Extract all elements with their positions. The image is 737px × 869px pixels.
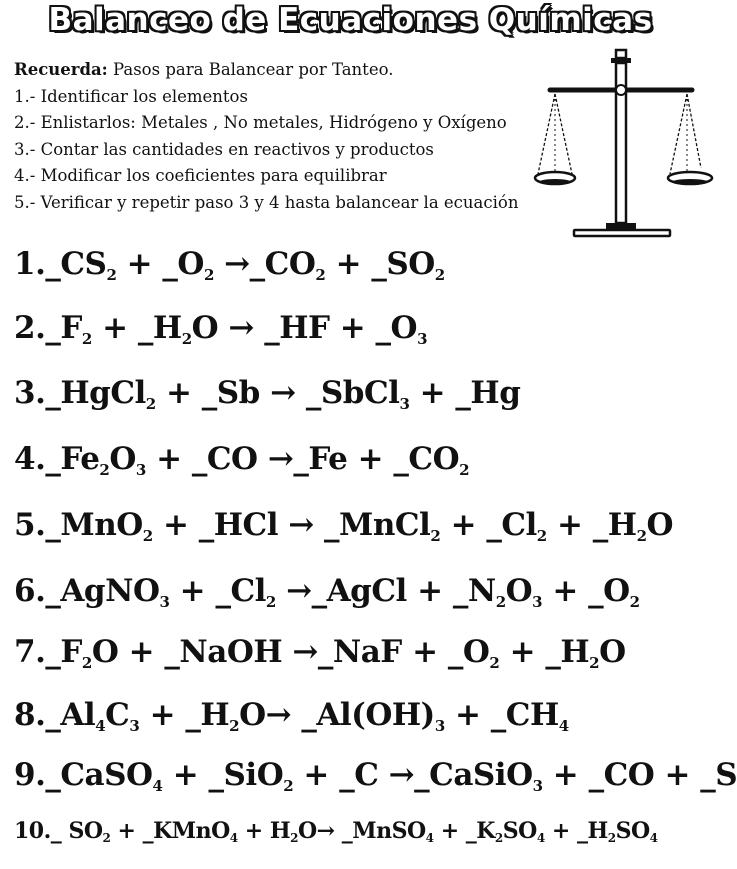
equation-subscript: 2 [81, 330, 92, 348]
equation-subscript: 3 [434, 717, 445, 735]
equation-term: _CS [45, 246, 107, 282]
equation-term: O→ _Al(OH) [239, 697, 435, 733]
equation-subscript: 2 [290, 831, 299, 845]
equation-subscript: 2 [636, 527, 647, 545]
equation-term: + _SO [325, 246, 435, 282]
equation-subscript: 2 [607, 831, 616, 845]
step-4: 4.- Modificar los coeficientes para equilibrar [14, 166, 387, 186]
equation-subscript: 2 [283, 777, 294, 795]
worksheet-title: Balanceo de Ecuaciones Químicas [48, 2, 653, 38]
equation-subscript: 2 [229, 717, 240, 735]
equation-subscript: 2 [494, 831, 503, 845]
equation-term: + _Cl [440, 507, 537, 543]
equation-subscript: 2 [315, 266, 326, 284]
equation-term: + _O [542, 573, 630, 609]
equation-term: + _H [139, 697, 230, 733]
equation-term: O [599, 634, 626, 670]
equation-subscript: 4 [425, 831, 434, 845]
equation-number: 9. [14, 757, 46, 793]
equation-number: 6. [14, 573, 46, 609]
equation-subscript: 2 [495, 593, 506, 611]
equation-subscript: 2 [99, 461, 110, 479]
equation-subscript: 2 [434, 266, 445, 284]
equation-term: + _H [499, 634, 590, 670]
equation-term: →_CO [213, 246, 316, 282]
equation-subscript: 4 [558, 717, 569, 735]
equation-subscript: 4 [152, 777, 163, 795]
equation-term: + _Cl [169, 573, 266, 609]
equation-term: O [505, 573, 533, 609]
equation-7 [14, 634, 626, 670]
equation-subscript: 2 [145, 395, 156, 413]
equation-subscript: 3 [532, 777, 543, 795]
equation-term: + _Hg [409, 375, 521, 411]
equation-term: + H [237, 818, 291, 844]
equation-term: + _K [433, 818, 495, 844]
equation-term: _CaSO [45, 757, 153, 793]
equation-term: O → _HF + _O [191, 310, 418, 346]
equation-term: _ SO [50, 818, 103, 844]
equation-number: 2. [14, 310, 46, 346]
equation-subscript: 2 [81, 654, 92, 672]
equation-subscript: 2 [265, 593, 276, 611]
equation-subscript: 4 [649, 831, 658, 845]
equation-subscript: 2 [589, 654, 600, 672]
step-2: 2.- Enlistarlos: Metales , No metales, Hidrógeno y Oxígeno [14, 113, 507, 133]
equation-9 [14, 757, 737, 793]
equation-term: _F [45, 310, 82, 346]
equation-term: + _O [116, 246, 204, 282]
equation-term: _MnO [45, 507, 143, 543]
equation-term: + _HCl → _MnCl [152, 507, 431, 543]
equation-term: + _C →_CaSiO [293, 757, 533, 793]
equation-subscript: 2 [629, 593, 640, 611]
equation-subscript: 3 [417, 330, 427, 348]
equation-6 [14, 573, 640, 609]
equation-term: C [105, 697, 130, 733]
equation-term: + _KMnO [110, 818, 230, 844]
steps-intro-text: Pasos para Balancear por Tanteo. [107, 60, 394, 79]
equation-term: _Al [45, 697, 96, 733]
equation-3 [14, 375, 520, 411]
equation-subscript: 2 [430, 527, 441, 545]
equation-term: _HgCl [45, 375, 146, 411]
equation-term: →_AgCl + _N [275, 573, 496, 609]
equation-subscript: 4 [536, 831, 545, 845]
equation-subscript: 2 [102, 831, 111, 845]
equation-term: + _CO →_Fe + _CO [145, 441, 460, 477]
step-1: 1.- Identificar los elementos [14, 86, 248, 106]
equation-term: _Fe [45, 441, 100, 477]
equation-term: + _H [91, 310, 182, 346]
equation-term: O [109, 441, 136, 477]
equation-number: 10. [14, 818, 51, 844]
equation-number: 8. [14, 697, 46, 733]
equation-term: SO [615, 818, 650, 844]
equation-subscript: 2 [203, 266, 214, 284]
equation-term: + _SiO [162, 757, 284, 793]
equation-term: _F [45, 634, 82, 670]
equation-term: _AgNO [45, 573, 160, 609]
equation-10 [14, 818, 658, 844]
equation-subscript: 2 [536, 527, 547, 545]
balance-scale-icon [530, 48, 701, 240]
equation-2 [14, 310, 427, 346]
equation-5 [14, 507, 673, 543]
equation-term: + _CO + _S [542, 757, 737, 793]
equation-term: + _H [546, 507, 637, 543]
equation-number: 1. [14, 246, 46, 282]
equation-term: + _Sb → _SbCl [155, 375, 400, 411]
equation-number: 4. [14, 441, 46, 477]
equation-8 [14, 697, 569, 733]
equation-subscript: 3 [532, 593, 543, 611]
equation-subscript: 4 [229, 831, 238, 845]
steps-intro-label: Recuerda: [14, 60, 108, 79]
equation-subscript: 3 [159, 593, 170, 611]
step-3: 3.- Contar las cantidades en reactivos y productos [14, 139, 434, 159]
equation-subscript: 3 [129, 717, 140, 735]
equation-subscript: 2 [489, 654, 500, 672]
equation-1 [14, 246, 445, 282]
equation-term: O [646, 507, 674, 543]
equation-subscript: 2 [459, 461, 470, 479]
equation-term: + _CH [444, 697, 559, 733]
step-5: 5.- Verificar y repetir paso 3 y 4 hasta balancear la ecuación [14, 192, 519, 212]
equation-subscript: 4 [95, 717, 106, 735]
equation-number: 7. [14, 634, 46, 670]
equation-term: + _H [544, 818, 608, 844]
equation-number: 5. [14, 507, 46, 543]
equation-subscript: 2 [106, 266, 117, 284]
equation-subscript: 2 [181, 330, 192, 348]
steps-list [14, 57, 574, 217]
equation-term: SO [502, 818, 537, 844]
equation-term: O + _NaOH →_NaF + _O [91, 634, 490, 670]
steps-intro [14, 57, 574, 84]
equation-number: 3. [14, 375, 46, 411]
equation-subscript: 2 [142, 527, 153, 545]
equation-term: O→ _MnSO [298, 818, 426, 844]
equation-4 [14, 441, 469, 477]
equation-subscript: 3 [135, 461, 146, 479]
equation-subscript: 3 [399, 395, 410, 413]
